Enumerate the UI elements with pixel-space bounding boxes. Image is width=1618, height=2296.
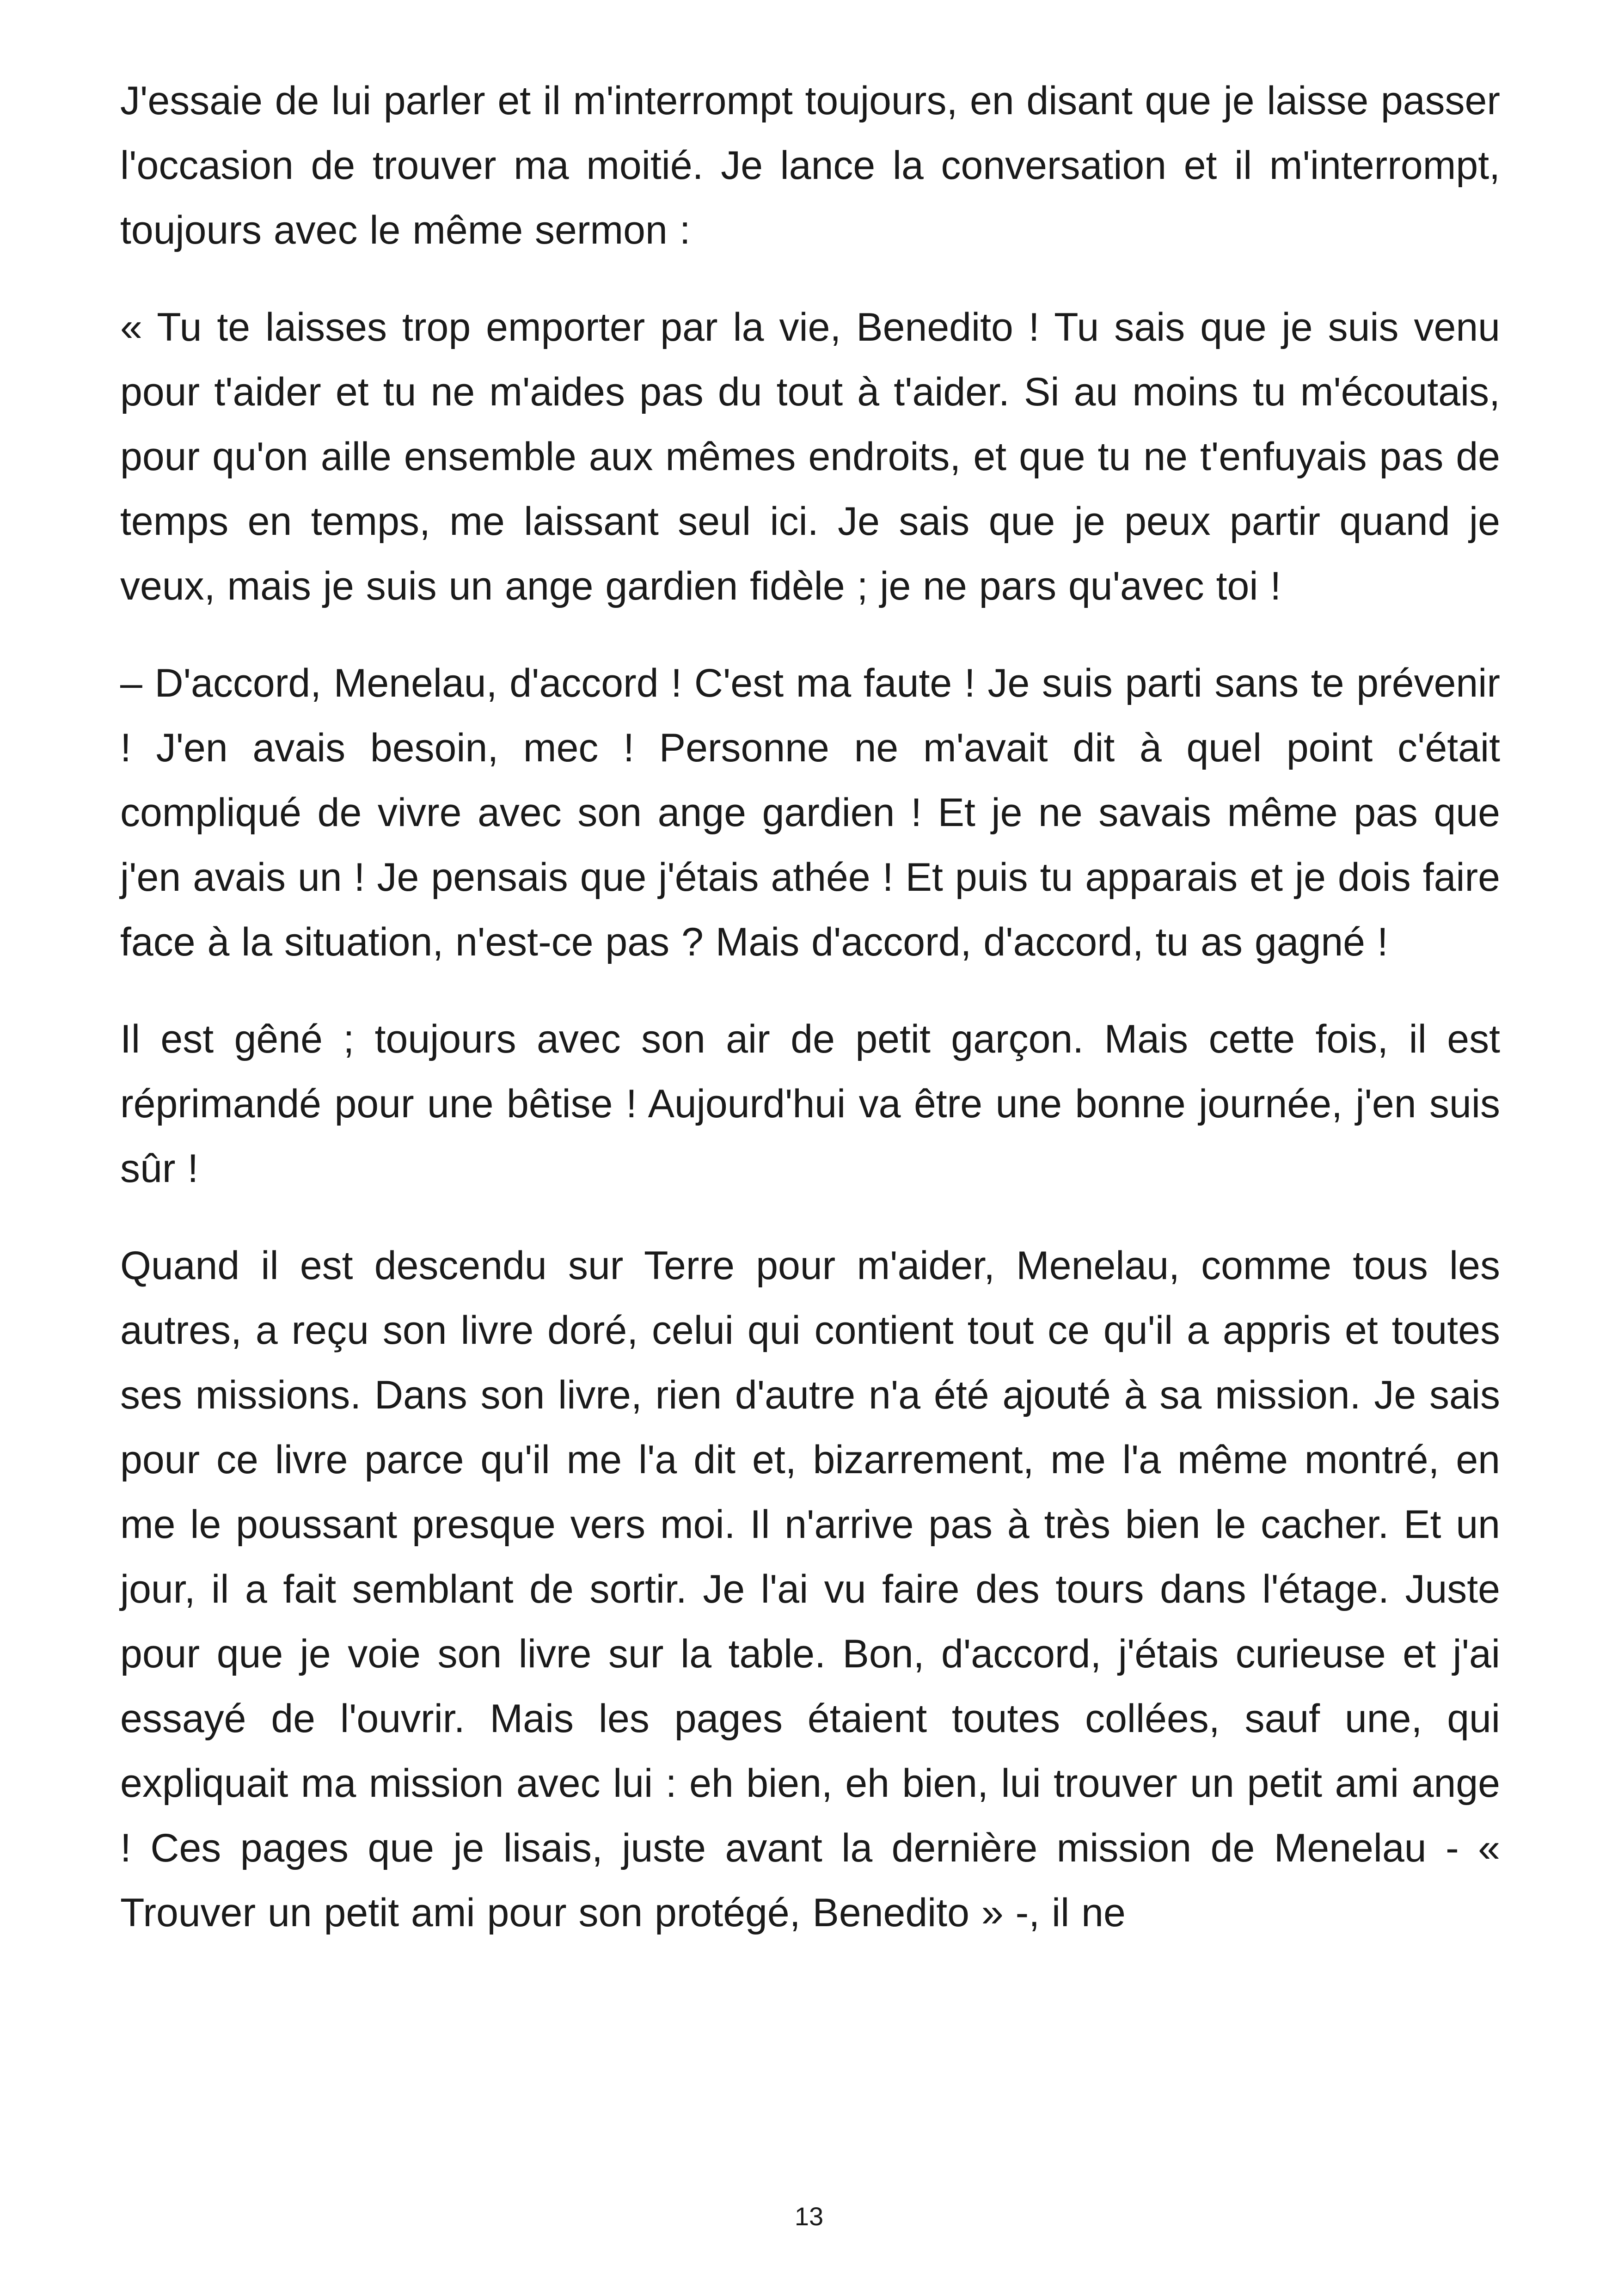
paragraph-2: « Tu te laisses trop emporter par la vie, Benedito ! Tu sais que je suis venu pour t'aider et tu ne m'aides pas du tout à t'aider. Si au moins tu m'écoutais, pour qu'on aille ensemble aux mêmes endroits, et que tu ne t'enfuyais pas de temps en temps, me laissant seul ici. Je sais que je peux partir quand je veux, mais je suis un ange gardien fidèle ; je ne pars qu'avec toi ! bbox=[120, 305, 1500, 608]
paragraph-1: J'essaie de lui parler et il m'interrompt toujours, en disant que je laisse passer l'occasion de trouver ma moitié. Je lance la conversation et il m'interrompt, toujours avec le même sermon : bbox=[120, 79, 1500, 252]
paragraph-4: Il est gêné ; toujours avec son air de petit garçon. Mais cette fois, il est réprimandé pour une bêtise ! Aujourd'hui va être une bonne journée, j'en suis sûr ! bbox=[120, 1017, 1500, 1191]
page-body bbox=[120, 68, 1500, 1945]
page-number: 13 bbox=[794, 2202, 824, 2231]
paragraph-3: – D'accord, Menelau, d'accord ! C'est ma faute ! Je suis parti sans te prévenir ! J'en avais besoin, mec ! Personne ne m'avait dit à quel point c'était compliqué de vivre avec son ange gardien ! Et je ne savais même pas que j'en avais un ! Je pensais que j'étais athée ! Et puis tu apparais et je dois faire face à la situation, n'est-ce pas ? Mais d'accord, d'accord, tu as gagné ! bbox=[120, 661, 1500, 964]
paragraph-5: Quand il est descendu sur Terre pour m'aider, Menelau, comme tous les autres, a reçu son livre doré, celui qui contient tout ce qu'il a appris et toutes ses missions. Dans son livre, rien d'autre n'a été ajouté à sa mission. Je sais pour ce livre parce qu'il me l'a dit et, bizarrement, me l'a même montré, en me le poussant presque vers moi. Il n'arrive pas à très bien le cacher. Et un jour, il a fait semblant de sortir. Je l'ai vu faire des tours dans l'étage. Juste pour que je voie son livre sur la table. Bon, d'accord, j'étais curieuse et j'ai essayé de l'ouvrir. Mais les pages étaient toutes collées, sauf une, qui expliquait ma mission avec lui : eh bien, eh bien, lui trouver un petit ami ange ! Ces pages que je lisais, juste avant la dernière mission de Menelau - « Trouver un petit ami pour son protégé, Benedito » -, il ne bbox=[120, 1243, 1500, 1935]
